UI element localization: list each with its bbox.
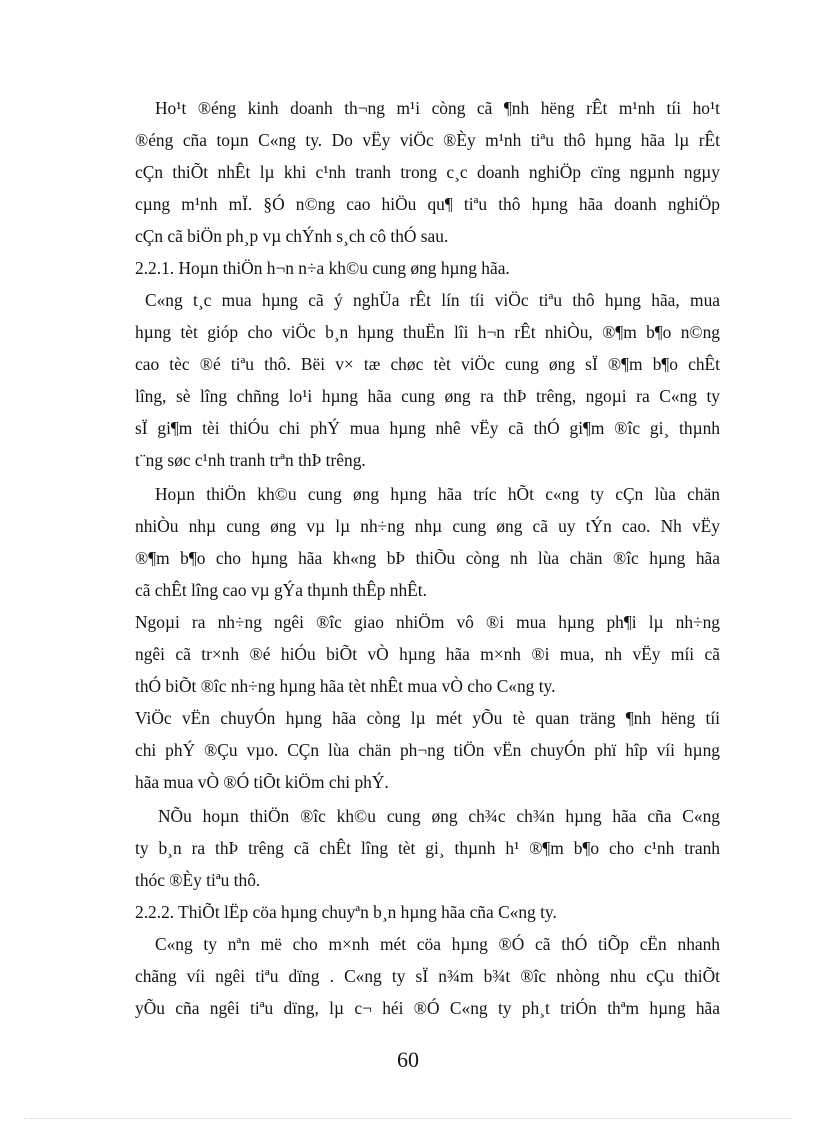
text-line: t¨ng søc c¹nh tranh trªn thÞ trêng.: [135, 450, 366, 470]
text-line: Hoµn thiÖn kh©u cung øng hµng hãa tríc hÕt c«ng ty cÇn lùa chän: [155, 484, 720, 504]
text-line: hµng tèt gióp cho viÖc b¸n hµng thuËn lîi h¬n rÊt nhiÒu, ®¶m b¶o n©ng: [135, 322, 720, 342]
text-line: ViÖc vËn chuyÓn hµng hãa còng lµ mét yÕu tè quan träng ¶nh hëng tíi: [135, 708, 720, 728]
text-line: lîng, sè lîng chñng lo¹i hµng hãa cung øng ra thÞ trêng, ngoµi ra C«ng ty: [135, 386, 720, 406]
text-line: cÇn cã biÖn ph¸p vµ chÝnh s¸ch cô thÓ sau.: [135, 226, 449, 246]
text-line: nhiÒu nhµ cung øng vµ lµ nh÷ng nhµ cung øng cã uy tÝn cao. Nh vËy: [135, 516, 720, 536]
text-line: cã chÊt lîng cao vµ gÝa thµnh thÊp nhÊt.: [135, 580, 427, 600]
text-line: hãa mua vÒ ®Ó tiÕt kiÖm chi phÝ.: [135, 772, 389, 792]
text-line: sÏ gi¶m tèi thiÓu chi phÝ mua hµng nhê vËy cã thÓ gi¶m ®îc gi¸ thµnh: [135, 418, 720, 438]
text-line: cÇn thiÕt nhÊt lµ khi c¹nh tranh trong c¸c doanh nghiÖp cïng ngµnh ngµy: [135, 162, 720, 182]
text-line: ®éng cña toµn C«ng ty. Do vËy viÖc ®Èy m¹nh tiªu thô hµng hãa lµ rÊt: [135, 130, 720, 150]
text-line: cµng m¹nh mÏ. §Ó n©ng cao hiÖu qu¶ tiªu thô hµng hãa doanh nghiÖp: [135, 194, 720, 214]
text-line: C«ng t¸c mua hµng cã ý nghÜa rÊt lín tíi viÖc tiªu thô hµng hãa, mua: [145, 290, 720, 310]
text-line: ty b¸n ra thÞ trêng cã chÊt lîng tèt gi¸ thµnh h¹ ®¶m b¶o cho c¹nh tranh: [135, 838, 720, 858]
text-line: cao tèc ®é tiªu thô. Bëi v× tæ chøc tèt viÖc cung øng sÏ ®¶m b¶o chÊt: [135, 354, 720, 374]
section-heading: 2.2.2. ThiÕt lËp cöa hµng chuyªn b¸n hµng hãa cña C«ng ty.: [135, 902, 557, 922]
text-line: yÕu cña ngêi tiªu dïng, lµ c¬ héi ®Ó C«ng ty ph¸t triÓn thªm hµng hãa: [135, 998, 720, 1018]
text-line: Ngoµi ra nh÷ng ngêi ®îc giao nhiÖm vô ®i mua hµng ph¶i lµ nh÷ng: [135, 612, 720, 632]
text-line: ngêi cã tr×nh ®é hiÓu biÕt vÒ hµng hãa m×nh ®i mua, nh vËy míi cã: [135, 644, 720, 664]
text-line: thÓ biÕt ®îc nh÷ng hµng hãa tèt nhÊt mua vÒ cho C«ng ty.: [135, 676, 556, 696]
page-number: 60: [397, 1047, 419, 1072]
page-bottom-divider: [24, 1118, 792, 1119]
text-line: C«ng ty nªn më cho m×nh mét cöa hµng ®Ó cã thÓ tiÕp cËn nhanh: [155, 934, 720, 954]
section-heading: 2.2.1. Hoµn thiÖn h¬n n÷a kh©u cung øng hµng hãa.: [135, 258, 510, 278]
text-line: Ho¹t ®éng kinh doanh th¬ng m¹i còng cã ¶nh hëng rÊt m¹nh tíi ho¹t: [155, 98, 720, 118]
text-line: chãng víi ngêi tiªu dïng . C«ng ty sÏ n¾m b¾t ®îc nhòng nhu cÇu thiÕt: [135, 966, 720, 986]
text-line: chi phÝ ®Çu vµo. CÇn lùa chän ph¬ng tiÖn vËn chuyÓn phï hîp víi hµng: [135, 740, 720, 760]
text-line: ®¶m b¶o cho hµng hãa kh«ng bÞ thiÕu còng nh lùa chän ®îc hµng hãa: [135, 548, 720, 568]
text-line: NÕu hoµn thiÖn ®îc kh©u cung øng ch¾c ch¾n hµng hãa cña C«ng: [158, 806, 720, 826]
text-line: thóc ®Èy tiªu thô.: [135, 870, 261, 890]
